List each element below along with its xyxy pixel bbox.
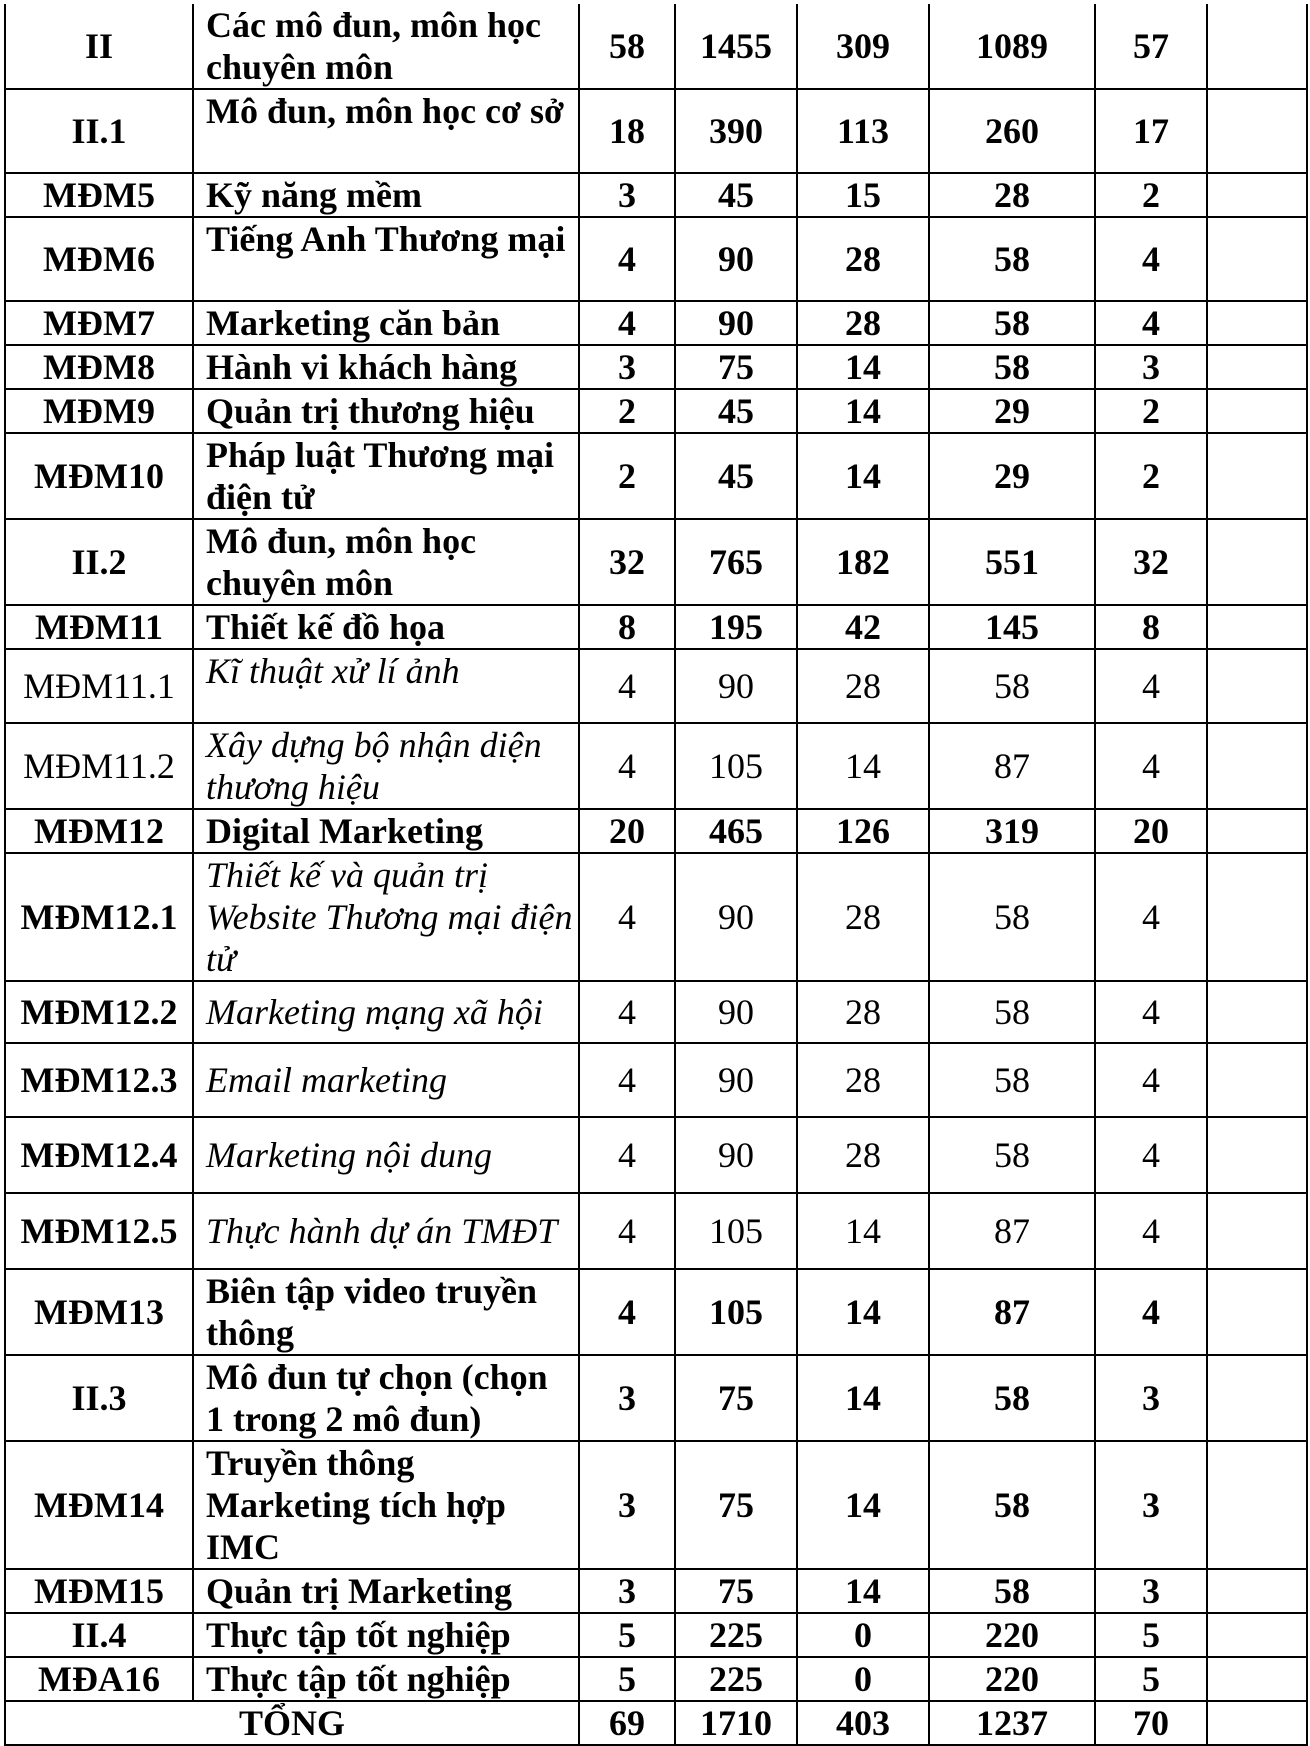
table-row (5, 1657, 1307, 1701)
row-name: Kỹ năng mềm (193, 173, 579, 217)
row-credits: 18 (579, 89, 675, 173)
row-note (1207, 809, 1307, 853)
row-name: Pháp luật Thương mại điện tử (193, 433, 579, 519)
row-total-hours: 1455 (675, 4, 797, 89)
table-row (5, 649, 1307, 723)
row-theory-hours: 126 (797, 809, 929, 853)
row-code: MĐM12 (5, 809, 193, 853)
row-code: II.4 (5, 1613, 193, 1657)
row-theory-hours: 15 (797, 173, 929, 217)
row-total-hours: 75 (675, 345, 797, 389)
row-total-hours: 90 (675, 217, 797, 301)
row-total-hours: 225 (675, 1613, 797, 1657)
row-theory-hours: 14 (797, 1569, 929, 1613)
total-exam-hours: 70 (1095, 1701, 1207, 1745)
row-exam-hours: 4 (1095, 217, 1207, 301)
row-note (1207, 389, 1307, 433)
row-practice-hours: 58 (929, 217, 1095, 301)
row-exam-hours: 4 (1095, 649, 1207, 723)
row-code: MĐM15 (5, 1569, 193, 1613)
row-credits: 3 (579, 1569, 675, 1613)
row-total-hours: 90 (675, 301, 797, 345)
row-total-hours: 225 (675, 1657, 797, 1701)
table-row (5, 1193, 1307, 1269)
table-row (5, 173, 1307, 217)
row-practice-hours: 58 (929, 1117, 1095, 1193)
row-exam-hours: 4 (1095, 981, 1207, 1043)
row-exam-hours: 5 (1095, 1613, 1207, 1657)
row-practice-hours: 87 (929, 1193, 1095, 1269)
row-note (1207, 1441, 1307, 1569)
row-code: MĐM7 (5, 301, 193, 345)
row-name: Quản trị Marketing (193, 1569, 579, 1613)
row-note (1207, 519, 1307, 605)
row-code: MĐM12.4 (5, 1117, 193, 1193)
row-theory-hours: 14 (797, 1355, 929, 1441)
row-name: Biên tập video truyền thông (193, 1269, 579, 1355)
row-theory-hours: 28 (797, 1043, 929, 1117)
row-theory-hours: 0 (797, 1657, 929, 1701)
row-note (1207, 4, 1307, 89)
row-credits: 4 (579, 217, 675, 301)
table-row (5, 217, 1307, 301)
row-theory-hours: 14 (797, 1193, 929, 1269)
row-exam-hours: 4 (1095, 853, 1207, 981)
row-code: MĐM5 (5, 173, 193, 217)
row-exam-hours: 4 (1095, 1043, 1207, 1117)
total-credits: 69 (579, 1701, 675, 1745)
row-total-hours: 105 (675, 1269, 797, 1355)
row-theory-hours: 28 (797, 1117, 929, 1193)
row-code: II.1 (5, 89, 193, 173)
row-total-hours: 75 (675, 1569, 797, 1613)
row-total-hours: 90 (675, 1043, 797, 1117)
row-practice-hours: 87 (929, 723, 1095, 809)
row-total-hours: 390 (675, 89, 797, 173)
row-exam-hours: 2 (1095, 433, 1207, 519)
row-name: Digital Marketing (193, 809, 579, 853)
row-note (1207, 217, 1307, 301)
table-row (5, 723, 1307, 809)
row-total-hours: 90 (675, 1117, 797, 1193)
row-note (1207, 345, 1307, 389)
row-total-hours: 90 (675, 981, 797, 1043)
row-theory-hours: 28 (797, 649, 929, 723)
row-theory-hours: 28 (797, 981, 929, 1043)
row-theory-hours: 0 (797, 1613, 929, 1657)
row-exam-hours: 17 (1095, 89, 1207, 173)
row-credits: 4 (579, 301, 675, 345)
row-practice-hours: 145 (929, 605, 1095, 649)
row-credits: 4 (579, 1193, 675, 1269)
row-credits: 3 (579, 173, 675, 217)
row-code: II.2 (5, 519, 193, 605)
row-practice-hours: 260 (929, 89, 1095, 173)
row-code: II (5, 4, 193, 89)
row-credits: 20 (579, 809, 675, 853)
row-note (1207, 1043, 1307, 1117)
row-code: MĐM6 (5, 217, 193, 301)
row-total-hours: 105 (675, 723, 797, 809)
row-exam-hours: 5 (1095, 1657, 1207, 1701)
table-row (5, 981, 1307, 1043)
row-exam-hours: 4 (1095, 1117, 1207, 1193)
total-label: TỔNG (5, 1701, 579, 1745)
row-practice-hours: 1089 (929, 4, 1095, 89)
row-practice-hours: 58 (929, 853, 1095, 981)
row-code: MĐM14 (5, 1441, 193, 1569)
row-theory-hours: 28 (797, 301, 929, 345)
row-practice-hours: 58 (929, 301, 1095, 345)
row-code: MĐM12.1 (5, 853, 193, 981)
table-row (5, 605, 1307, 649)
row-practice-hours: 28 (929, 173, 1095, 217)
row-credits: 5 (579, 1613, 675, 1657)
row-exam-hours: 57 (1095, 4, 1207, 89)
row-name: Các mô đun, môn học chuyên môn (193, 4, 579, 89)
row-practice-hours: 58 (929, 649, 1095, 723)
total-total-hours: 1710 (675, 1701, 797, 1745)
row-exam-hours: 2 (1095, 173, 1207, 217)
row-practice-hours: 58 (929, 345, 1095, 389)
row-exam-hours: 4 (1095, 1193, 1207, 1269)
row-name: Thực tập tốt nghiệp (193, 1657, 579, 1701)
row-name: Thực tập tốt nghiệp (193, 1613, 579, 1657)
row-credits: 8 (579, 605, 675, 649)
row-total-hours: 465 (675, 809, 797, 853)
row-code: MĐM8 (5, 345, 193, 389)
row-name: Mô đun, môn học cơ sở (193, 89, 579, 173)
table-body (5, 4, 1307, 1745)
row-name: Xây dựng bộ nhận diện thương hiệu (193, 723, 579, 809)
table-row (5, 1441, 1307, 1569)
row-exam-hours: 8 (1095, 605, 1207, 649)
row-name: Truyền thông Marketing tích hợp IMC (193, 1441, 579, 1569)
row-total-hours: 45 (675, 173, 797, 217)
row-practice-hours: 58 (929, 981, 1095, 1043)
row-theory-hours: 113 (797, 89, 929, 173)
row-note (1207, 1657, 1307, 1701)
row-practice-hours: 58 (929, 1043, 1095, 1117)
row-total-hours: 195 (675, 605, 797, 649)
row-exam-hours: 3 (1095, 1441, 1207, 1569)
row-name: Quản trị thương hiệu (193, 389, 579, 433)
row-theory-hours: 28 (797, 217, 929, 301)
row-credits: 32 (579, 519, 675, 605)
table-row (5, 1613, 1307, 1657)
row-theory-hours: 14 (797, 389, 929, 433)
table-row (5, 1269, 1307, 1355)
row-theory-hours: 14 (797, 1269, 929, 1355)
table-row (5, 1355, 1307, 1441)
row-exam-hours: 2 (1095, 389, 1207, 433)
row-note (1207, 723, 1307, 809)
row-name: Marketing mạng xã hội (193, 981, 579, 1043)
row-credits: 3 (579, 1355, 675, 1441)
row-practice-hours: 58 (929, 1355, 1095, 1441)
row-code: MĐM13 (5, 1269, 193, 1355)
row-practice-hours: 220 (929, 1657, 1095, 1701)
row-credits: 2 (579, 389, 675, 433)
row-total-hours: 90 (675, 649, 797, 723)
row-credits: 4 (579, 1117, 675, 1193)
row-note (1207, 1269, 1307, 1355)
row-exam-hours: 20 (1095, 809, 1207, 853)
row-note (1207, 173, 1307, 217)
total-practice-hours: 1237 (929, 1701, 1095, 1745)
row-practice-hours: 29 (929, 389, 1095, 433)
row-note (1207, 301, 1307, 345)
row-code: MĐM12.3 (5, 1043, 193, 1117)
row-code: MĐM9 (5, 389, 193, 433)
table-row (5, 853, 1307, 981)
row-theory-hours: 14 (797, 345, 929, 389)
row-name: Kĩ thuật xử lí ảnh (193, 649, 579, 723)
row-name: Mô đun tự chọn (chọn 1 trong 2 mô đun) (193, 1355, 579, 1441)
row-total-hours: 45 (675, 433, 797, 519)
row-total-hours: 105 (675, 1193, 797, 1269)
row-practice-hours: 58 (929, 1569, 1095, 1613)
table-row (5, 1117, 1307, 1193)
table-row (5, 433, 1307, 519)
row-credits: 4 (579, 1043, 675, 1117)
row-exam-hours: 4 (1095, 1269, 1207, 1355)
row-exam-hours: 4 (1095, 723, 1207, 809)
row-name: Thiết kế đồ họa (193, 605, 579, 649)
row-credits: 3 (579, 1441, 675, 1569)
row-name: Tiếng Anh Thương mại (193, 217, 579, 301)
table-row (5, 345, 1307, 389)
curriculum-table (4, 4, 1308, 1746)
row-code: II.3 (5, 1355, 193, 1441)
row-name: Thực hành dự án TMĐT (193, 1193, 579, 1269)
row-theory-hours: 14 (797, 433, 929, 519)
row-note (1207, 649, 1307, 723)
row-practice-hours: 29 (929, 433, 1095, 519)
total-note (1207, 1701, 1307, 1745)
row-practice-hours: 58 (929, 1441, 1095, 1569)
row-note (1207, 853, 1307, 981)
row-theory-hours: 14 (797, 1441, 929, 1569)
row-practice-hours: 220 (929, 1613, 1095, 1657)
row-credits: 4 (579, 649, 675, 723)
row-note (1207, 1355, 1307, 1441)
table-row (5, 1043, 1307, 1117)
row-credits: 58 (579, 4, 675, 89)
table-row (5, 4, 1307, 89)
row-credits: 5 (579, 1657, 675, 1701)
row-note (1207, 1193, 1307, 1269)
table-row (5, 1569, 1307, 1613)
row-practice-hours: 319 (929, 809, 1095, 853)
table-row (5, 89, 1307, 173)
table-row (5, 389, 1307, 433)
row-name: Hành vi khách hàng (193, 345, 579, 389)
table-row (5, 301, 1307, 345)
total-row (5, 1701, 1307, 1745)
row-theory-hours: 42 (797, 605, 929, 649)
row-total-hours: 75 (675, 1441, 797, 1569)
row-practice-hours: 551 (929, 519, 1095, 605)
row-name: Thiết kế và quản trị Website Thương mại điện tử (193, 853, 579, 981)
row-note (1207, 433, 1307, 519)
row-code: MĐM10 (5, 433, 193, 519)
row-total-hours: 75 (675, 1355, 797, 1441)
row-note (1207, 89, 1307, 173)
row-name: Mô đun, môn học chuyên môn (193, 519, 579, 605)
row-code: MĐM11 (5, 605, 193, 649)
row-exam-hours: 3 (1095, 345, 1207, 389)
row-theory-hours: 309 (797, 4, 929, 89)
row-credits: 4 (579, 981, 675, 1043)
row-total-hours: 90 (675, 853, 797, 981)
table-row (5, 809, 1307, 853)
row-total-hours: 765 (675, 519, 797, 605)
row-practice-hours: 87 (929, 1269, 1095, 1355)
row-exam-hours: 32 (1095, 519, 1207, 605)
total-theory-hours: 403 (797, 1701, 929, 1745)
row-credits: 4 (579, 853, 675, 981)
row-note (1207, 1117, 1307, 1193)
row-credits: 4 (579, 1269, 675, 1355)
row-name: Marketing nội dung (193, 1117, 579, 1193)
row-code: MĐM12.2 (5, 981, 193, 1043)
row-theory-hours: 182 (797, 519, 929, 605)
row-code: MĐA16 (5, 1657, 193, 1701)
row-note (1207, 1569, 1307, 1613)
row-code: MĐM11.1 (5, 649, 193, 723)
row-theory-hours: 14 (797, 723, 929, 809)
row-note (1207, 981, 1307, 1043)
row-note (1207, 1613, 1307, 1657)
row-exam-hours: 3 (1095, 1355, 1207, 1441)
row-credits: 3 (579, 345, 675, 389)
row-theory-hours: 28 (797, 853, 929, 981)
table-row (5, 519, 1307, 605)
row-exam-hours: 4 (1095, 301, 1207, 345)
row-note (1207, 605, 1307, 649)
row-credits: 4 (579, 723, 675, 809)
row-code: MĐM11.2 (5, 723, 193, 809)
row-code: MĐM12.5 (5, 1193, 193, 1269)
row-total-hours: 45 (675, 389, 797, 433)
row-exam-hours: 3 (1095, 1569, 1207, 1613)
row-credits: 2 (579, 433, 675, 519)
row-name: Email marketing (193, 1043, 579, 1117)
row-name: Marketing căn bản (193, 301, 579, 345)
